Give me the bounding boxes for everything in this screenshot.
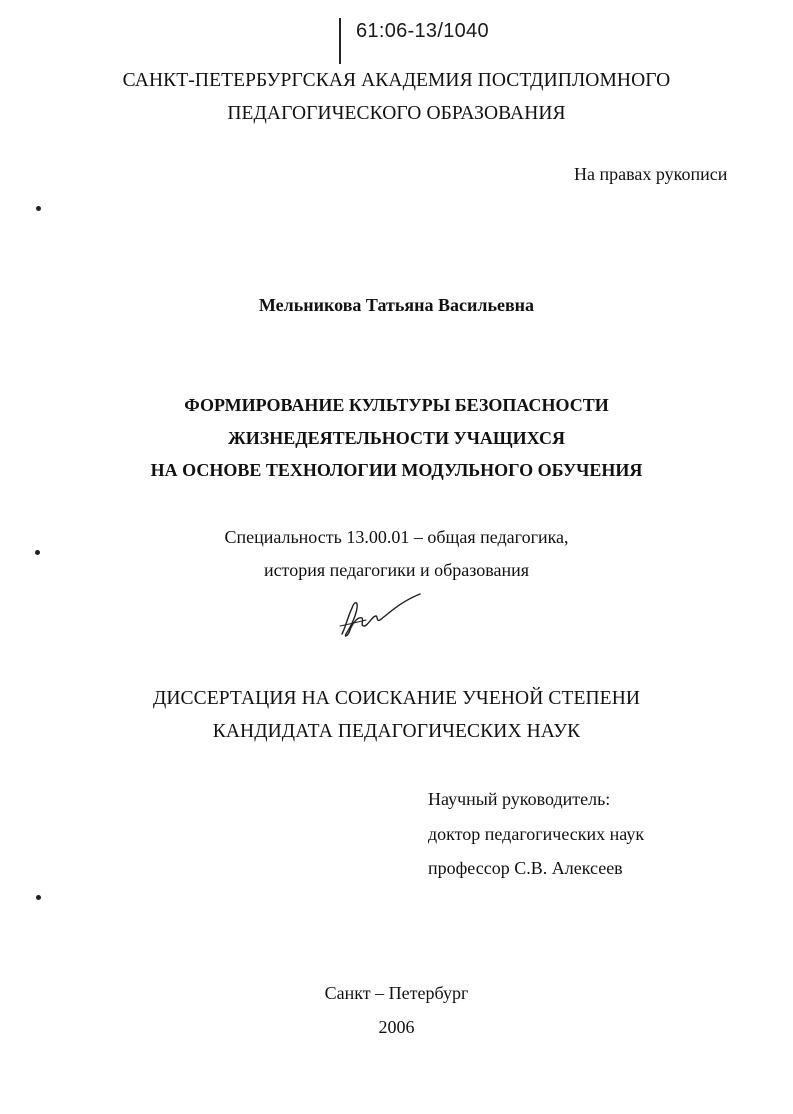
specialty-line-2: история педагогики и образования bbox=[263, 560, 530, 580]
year: 2006 bbox=[378, 1017, 415, 1037]
binding-hole-mark bbox=[36, 206, 41, 211]
specialty-line-1: Специальность 13.00.01 – общая педагогика, bbox=[224, 527, 569, 547]
title-line-1: ФОРМИРОВАНИЕ КУЛЬТУРЫ БЕЗОПАСНОСТИ bbox=[184, 395, 609, 415]
supervisor-degree: доктор педагогических наук bbox=[428, 823, 645, 844]
place-and-year bbox=[0, 976, 793, 1044]
supervisor-name: профессор С.В. Алексеев bbox=[428, 858, 623, 878]
rights-note: На правах рукописи bbox=[574, 164, 728, 184]
dissertation-title bbox=[0, 389, 793, 487]
title-line-3: НА ОСНОВЕ ТЕХНОЛОГИИ МОДУЛЬНОГО ОБУЧЕНИЯ bbox=[150, 460, 643, 480]
archive-code: 61:06-13/1040 bbox=[356, 20, 489, 42]
author-name: Мельникова Татьяна Васильевна bbox=[258, 295, 535, 315]
supervisor-block bbox=[428, 782, 644, 886]
supervisor-label: Научный руководитель: bbox=[428, 789, 611, 809]
degree-line-2: КАНДИДАТА ПЕДАГОГИЧЕСКИХ НАУК bbox=[212, 721, 581, 742]
institution-line-2: ПЕДАГОГИЧЕСКОГО ОБРАЗОВАНИЯ bbox=[227, 103, 566, 124]
signature-icon bbox=[336, 586, 426, 642]
binding-hole-mark bbox=[35, 550, 40, 555]
specialty bbox=[0, 521, 793, 587]
degree-line-1: ДИССЕРТАЦИЯ НА СОИСКАНИЕ УЧЕНОЙ СТЕПЕНИ bbox=[152, 688, 641, 709]
city: Санкт – Петербург bbox=[324, 983, 469, 1003]
title-line-2: ЖИЗНЕДЕЯТЕЛЬНОСТИ УЧАЩИХСЯ bbox=[227, 427, 565, 448]
institution-name bbox=[0, 64, 793, 130]
institution-line-1: САНКТ-ПЕТЕРБУРГСКАЯ АКАДЕМИЯ ПОСТДИПЛОМНОГО bbox=[122, 70, 671, 91]
binding-hole-mark bbox=[36, 895, 41, 900]
degree-statement bbox=[0, 682, 793, 748]
archive-divider-line bbox=[339, 18, 341, 64]
